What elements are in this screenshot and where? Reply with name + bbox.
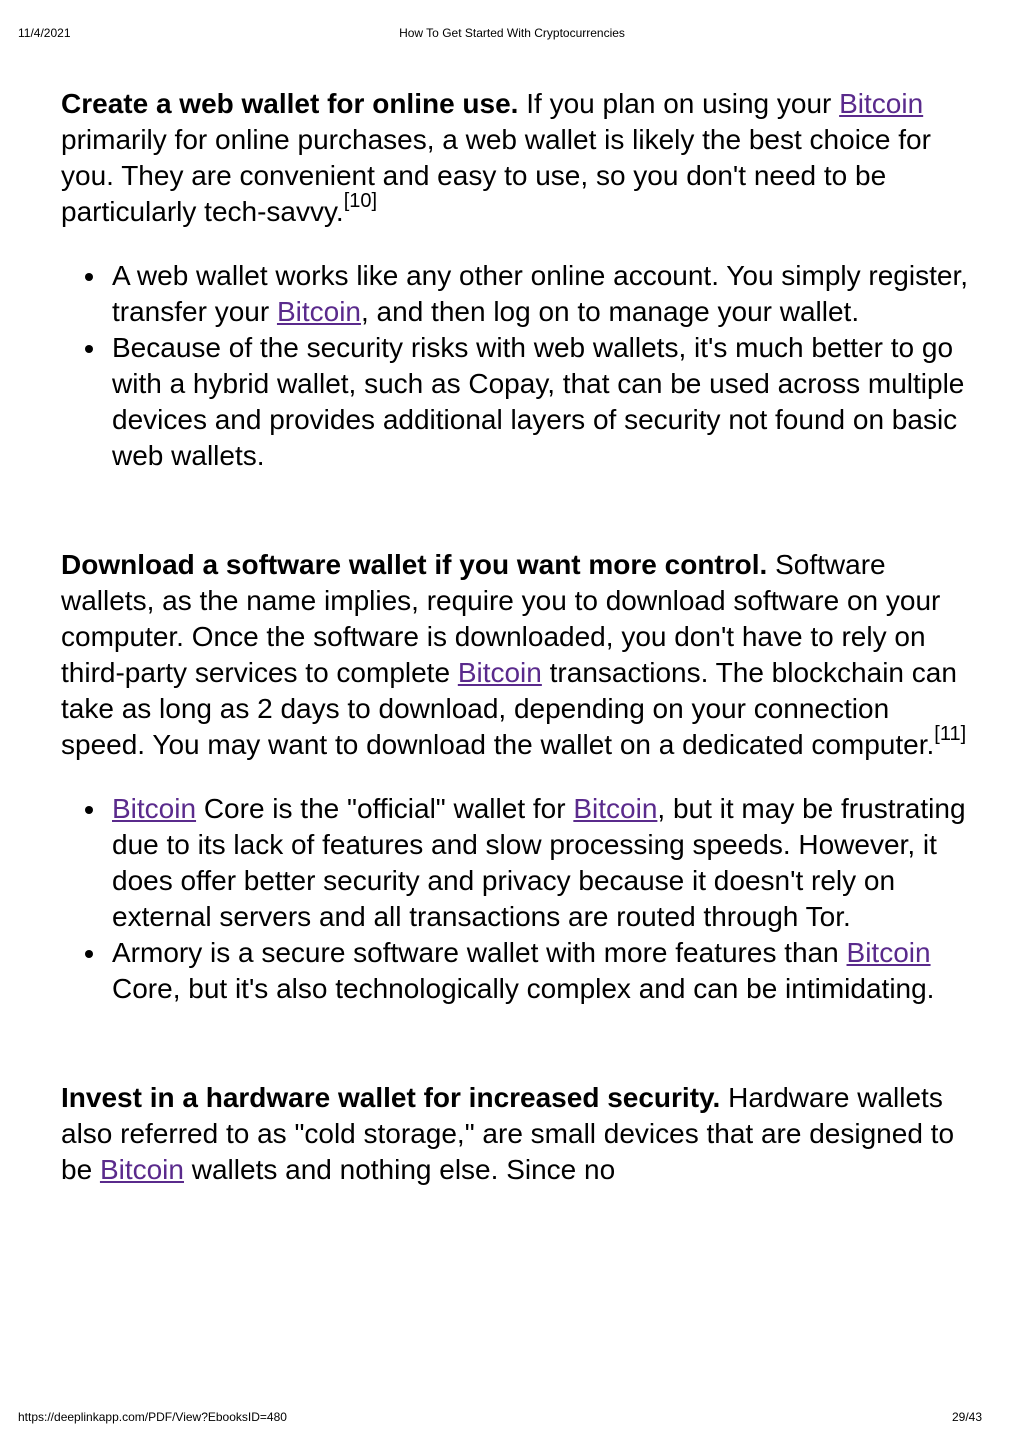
- list-item-text: Because of the security risks with web wallets, it's much better to go with a hybrid wallet, such as Copay, that can be used across multiple devices and provides additional layers of security not found on basic web wallets.: [112, 332, 965, 471]
- paragraph-text: wallets and nothing else. Since no: [183, 1154, 616, 1185]
- paragraph-text: If you plan on using your: [518, 88, 840, 119]
- paragraph-text: Software wallets, as the name implies, require you to download software on your computer. Once the software is downloaded, you don't have to rely on third-party services to complete: [61, 549, 941, 688]
- section-heading: Create a web wallet for online use.: [61, 88, 519, 119]
- list-item-text: A web wallet works like any other online account. You simply register, transfer your: [112, 260, 969, 327]
- header-title: How To Get Started With Cryptocurrencies: [399, 26, 625, 40]
- list-item-text: , but it may be frustrating due to its lack of features and slow processing speeds. However, it does offer better security and privacy because it doesn't rely on external servers and all transactions are routed through Tor.: [112, 793, 966, 932]
- paragraph-text: transactions. The blockchain can take as long as 2 days to download, depending on your connection speed. You may want to download the wallet on a dedicated computer.: [61, 657, 957, 760]
- bitcoin-link[interactable]: Bitcoin: [457, 657, 542, 688]
- section-hardware-wallet: [61, 1080, 971, 1188]
- list-item: [112, 935, 971, 1007]
- page-number: 29/43: [951, 1410, 982, 1424]
- list-item: [112, 258, 971, 330]
- list-item-text: Core, but it's also technologically complex and can be intimidating.: [112, 973, 935, 1004]
- bitcoin-link[interactable]: Bitcoin: [276, 296, 361, 327]
- footer-url: https://deeplinkapp.com/PDF/View?EbooksID=480: [18, 1410, 287, 1424]
- document-body: [61, 86, 971, 1188]
- section-heading: Download a software wallet if you want more control.: [61, 549, 768, 580]
- section-heading: Invest in a hardware wallet for increased security.: [61, 1082, 721, 1113]
- list-item: [112, 791, 971, 935]
- bitcoin-link[interactable]: Bitcoin: [839, 88, 924, 119]
- list-item: [112, 330, 971, 474]
- section-software-wallet: [61, 547, 971, 763]
- paragraph-text: Hardware wallets also referred to as "cold storage," are small devices that are designed to be: [61, 1082, 955, 1185]
- section-web-wallet: [61, 86, 971, 230]
- bullet-list: [61, 791, 971, 1007]
- reference-marker: [10]: [343, 189, 378, 212]
- header-date: 11/4/2021: [18, 26, 71, 40]
- list-item-text: Core is the "official" wallet for: [196, 793, 574, 824]
- list-item-text: , and then log on to manage your wallet.: [361, 296, 860, 327]
- bitcoin-link[interactable]: Bitcoin: [846, 937, 931, 968]
- bitcoin-link[interactable]: Bitcoin: [573, 793, 658, 824]
- paragraph-text: primarily for online purchases, a web wallet is likely the best choice for you. They are convenient and easy to use, so you don't need to be particularly tech-savvy.: [61, 124, 931, 227]
- list-item-text: Armory is a secure software wallet with more features than: [112, 937, 847, 968]
- bullet-list: [61, 258, 971, 474]
- bitcoin-link[interactable]: Bitcoin: [99, 1154, 184, 1185]
- bitcoin-link[interactable]: Bitcoin: [112, 793, 197, 824]
- reference-marker: [11]: [934, 722, 967, 745]
